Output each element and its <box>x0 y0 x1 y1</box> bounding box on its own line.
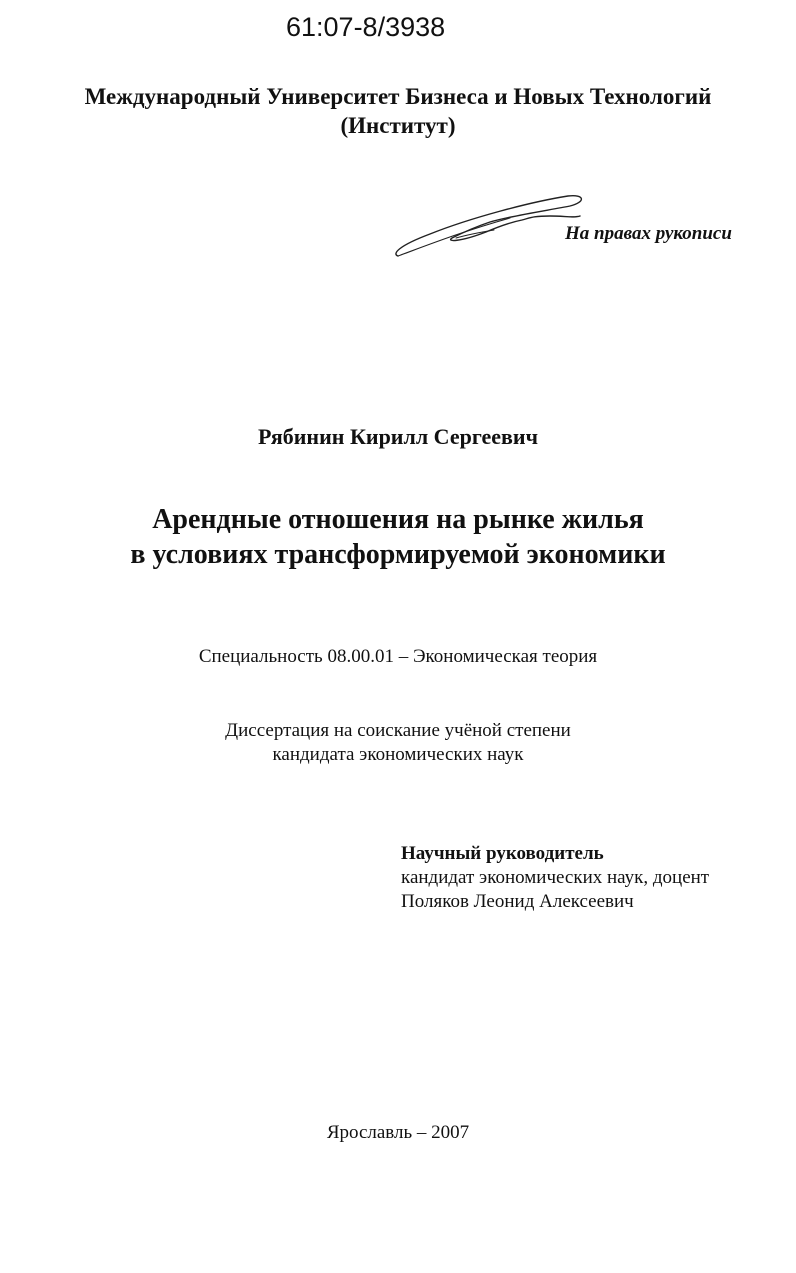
degree-statement-line1: Диссертация на соискание учёной степени <box>225 720 571 741</box>
place-year: Ярославль – 2007 <box>326 1122 470 1143</box>
degree-statement-line2: кандидата экономических наук <box>272 744 524 765</box>
dissertation-title-line1: Арендные отношения на рынке жилья <box>152 504 644 535</box>
specialty: Специальность 08.00.01 – Экономическая теория <box>198 646 598 667</box>
supervisor-degree: кандидат экономических наук, доцент <box>401 867 710 888</box>
author-name: Рябинин Кирилл Сергеевич <box>257 424 539 449</box>
supervisor-name: Поляков Леонид Алексеевич <box>401 891 634 912</box>
manuscript-note: На правах рукописи <box>565 223 732 244</box>
institution-type: (Институт) <box>340 113 456 138</box>
dissertation-title-line2: в условиях трансформируемой экономики <box>130 539 666 570</box>
supervisor-label: Научный руководитель <box>401 843 604 864</box>
institution-name: Международный Университет Бизнеса и Новых Технологий <box>84 84 712 109</box>
registry-code: 61:07-8/3938 <box>286 12 446 42</box>
signature-icon <box>390 188 590 268</box>
